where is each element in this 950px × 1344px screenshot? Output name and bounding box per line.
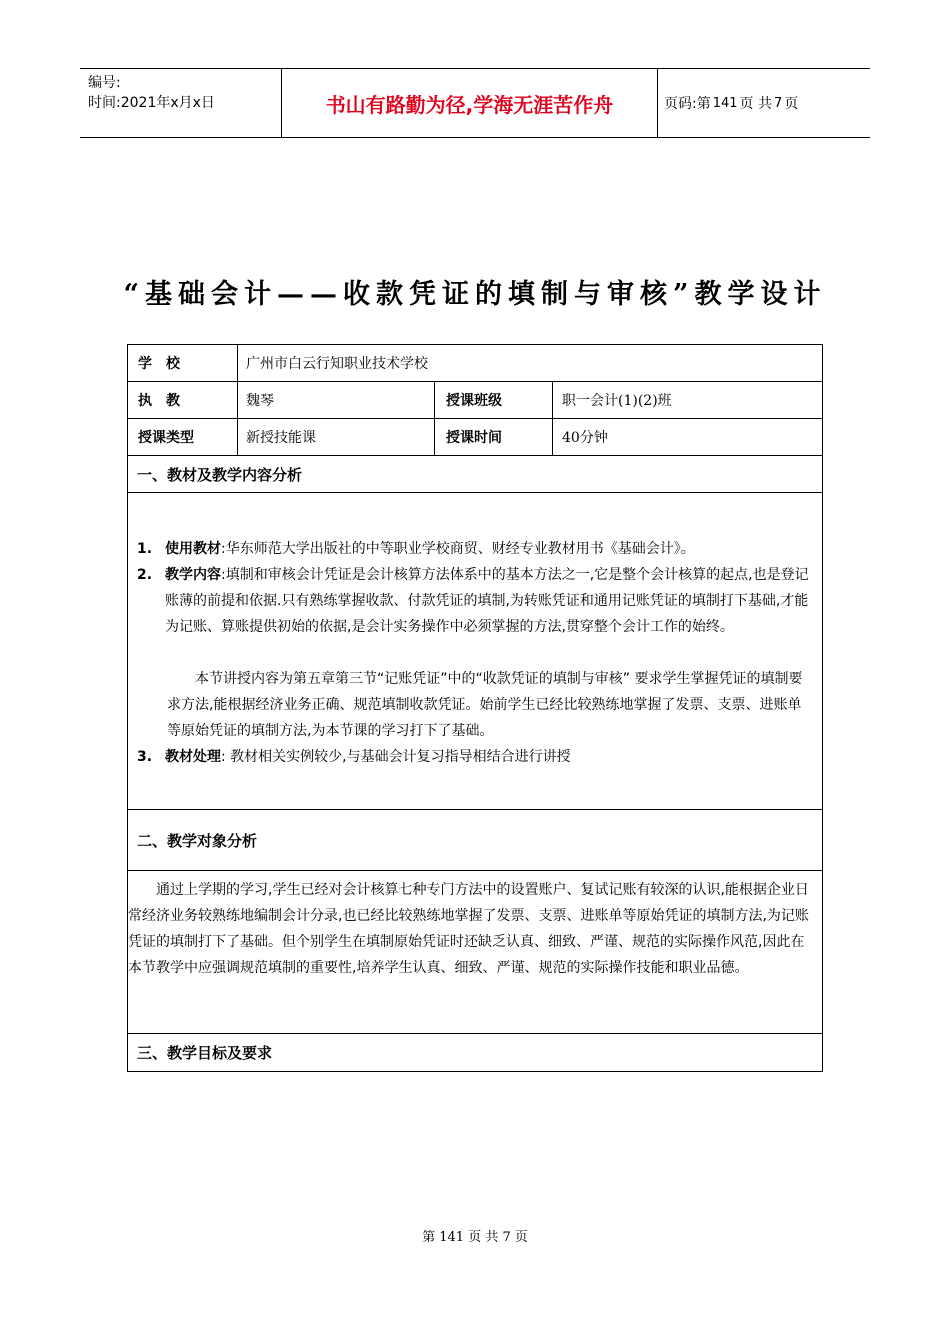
section-heading: 一、教材及教学内容分析 <box>137 465 303 484</box>
table-rule <box>237 345 238 455</box>
time-label: 时间:2021年x月x日 <box>88 95 215 111</box>
list-item <box>137 744 815 770</box>
item-number: 3. <box>137 749 153 765</box>
lesson-plan-table <box>127 344 823 1072</box>
item-key: 教材处理 <box>165 749 221 765</box>
paragraph: 通过上学期的学习,学生已经对会计核算七种专门方法中的设置账户、复试记账有较深的认识,能根据企业日常经济业务较熟练地编制会计分录,也已经比较熟练地掌握了发票、支票、进账单等原始凭证的填制方法,为记账凭证的填制打下了基础。但个别学生在填制原始凭证时还缺乏认真、细致、严谨、规范的实际操作风范,因此在本节教学中应强调规范填制的重要性,培养学生认真、细致、严谨、规范的实际操作技能和职业品德。 <box>128 882 809 976</box>
type-label: 授课类型 <box>138 430 194 446</box>
table-rule <box>128 870 822 871</box>
document-title: “基础会计——收款凭证的填制与审核”教学设计 <box>123 279 827 310</box>
teacher-value: 魏琴 <box>246 393 274 409</box>
section-heading: 三、教学目标及要求 <box>137 1044 273 1062</box>
item-text: :华东师范大学出版社的中等职业学校商贸、财经专业教材用书《基础会计》。 <box>221 541 695 557</box>
page-header <box>80 68 870 138</box>
header-motto: 书山有路勤为径,学海无涯苦作舟 <box>325 92 614 117</box>
footer-total: 7 <box>502 1230 511 1245</box>
footer-suffix: 页 <box>514 1230 528 1245</box>
school-value: 广州市白云行知职业技术学校 <box>246 356 428 372</box>
item-key: 使用教材 <box>165 541 221 557</box>
class-value: 职一会计(1)(2)班 <box>562 393 672 409</box>
section-heading: 二、教学对象分析 <box>137 831 258 850</box>
item-number: 1. <box>137 541 153 557</box>
table-rule <box>434 382 435 455</box>
sub-paragraph: 本节讲授内容为第五章第三节“记账凭证”中的“收款凭证的填制与审核” 要求学生掌握凭证的填制要求方法,能根据经济业务正确、规范填制收款凭证。始前学生已经比较熟练地掌握了发票、支票、进账单等原始凭证的填制方法,为本节课的学习打下了基础。 <box>167 671 803 739</box>
page-suffix: 页 <box>784 96 799 112</box>
item-text: :填制和审核会计凭证是会计核算方法体系中的基本方法之一,它是整个会计核算的起点,也是登记账薄的前提和依据.只有熟练掌握收款、付款凭证的填制,为转账凭证和通用记账凭证的填制打下基础,才能为记账、算账提供初始的依据,是会计实务操作中必须掌握的方法,贯穿整个会计工作的始终。 <box>165 567 809 635</box>
page-footer <box>0 1226 950 1245</box>
type-value: 新授技能课 <box>246 430 316 446</box>
code-label: 编号: <box>88 75 121 91</box>
time-label: 授课时间 <box>446 430 502 446</box>
table-rule <box>128 492 822 493</box>
table-rule <box>552 382 553 455</box>
header-page-number <box>664 69 798 137</box>
item-text: : 教材相关实例较少,与基础会计复习指导相结合进行讲授 <box>221 749 571 765</box>
page-total: 7 <box>774 95 783 111</box>
list-item <box>137 536 815 562</box>
class-label: 授课班级 <box>446 393 502 409</box>
school-label: 学 校 <box>138 356 180 372</box>
page-prefix: 页码:第 <box>664 96 711 112</box>
page-num: 141 <box>712 95 738 111</box>
header-meta <box>88 73 215 113</box>
teacher-label: 执 教 <box>138 393 180 409</box>
page-mid: 页 共 <box>739 96 772 112</box>
footer-mid: 页 共 <box>468 1230 499 1245</box>
time-value: 40分钟 <box>562 430 608 446</box>
footer-num: 141 <box>439 1230 465 1245</box>
item-number: 2. <box>137 567 153 583</box>
footer-prefix: 第 <box>422 1230 436 1245</box>
item-key: 教学内容 <box>165 567 221 583</box>
header-divider <box>657 69 658 137</box>
list-item <box>137 562 815 640</box>
